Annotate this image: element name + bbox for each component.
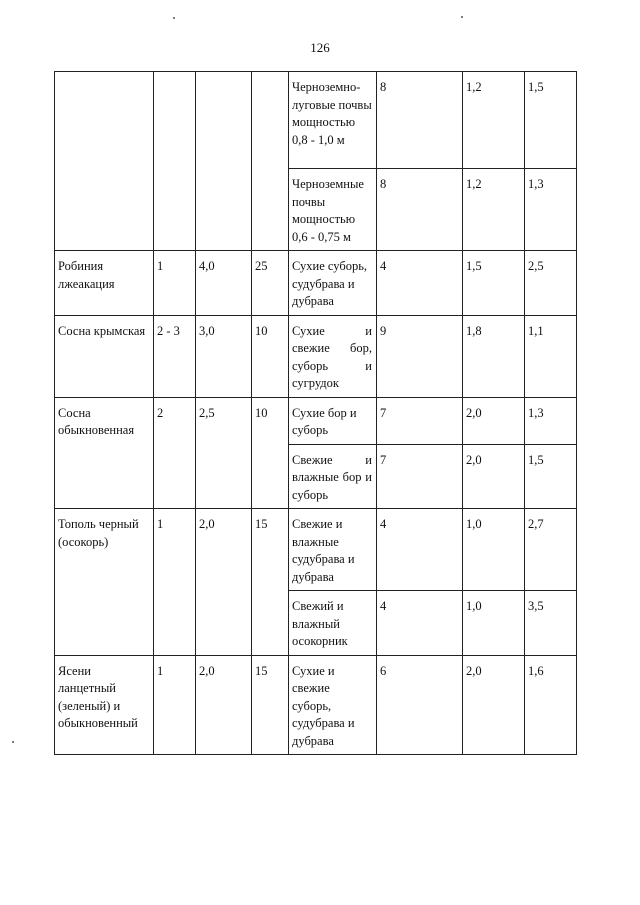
value-cell: 1,2 (463, 72, 525, 169)
value-cell: 1,3 (525, 397, 577, 444)
cell-col2: 1 (154, 509, 196, 656)
table-row (55, 72, 577, 169)
cell-col3: 3,0 (196, 315, 252, 397)
soil-cell: Сухие бор и суборь (289, 397, 377, 444)
cell-col4: 15 (252, 509, 289, 656)
value-cell: 8 (377, 169, 463, 251)
soil-cell: Сухие суборь, судубрава и дубрава (289, 251, 377, 316)
table-row (55, 655, 577, 755)
value-cell: 1,5 (525, 72, 577, 169)
cell-col4 (252, 72, 289, 251)
cell-col3: 2,0 (196, 655, 252, 755)
value-cell: 1,5 (525, 444, 577, 509)
value-cell: 2,0 (463, 444, 525, 509)
cell-col4: 10 (252, 315, 289, 397)
scan-speck (12, 741, 14, 743)
cell-col4: 10 (252, 397, 289, 509)
value-cell: 2,5 (525, 251, 577, 316)
value-cell: 7 (377, 444, 463, 509)
species-cell: Сосна крымская (55, 315, 154, 397)
value-cell: 4 (377, 591, 463, 656)
soil-cell: Сухие и свежие суборь, судубрава и дубрава (289, 655, 377, 755)
scan-speck (173, 17, 175, 19)
value-cell: 1,2 (463, 169, 525, 251)
value-cell: 9 (377, 315, 463, 397)
cell-col3: 2,0 (196, 509, 252, 656)
cell-col3: 4,0 (196, 251, 252, 316)
value-cell: 3,5 (525, 591, 577, 656)
cell-col2: 2 (154, 397, 196, 509)
species-cell: Ясени ланцетный (зеленый) и обыкновенный (55, 655, 154, 755)
cell-col4: 15 (252, 655, 289, 755)
page-number: 126 (310, 40, 330, 55)
species-cell (55, 72, 154, 251)
soil-cell: Черноземно-луговые почвы мощностью 0,8 - 1,0 м (289, 72, 377, 169)
cell-col2: 1 (154, 655, 196, 755)
soil-table (54, 71, 577, 755)
value-cell: 1,0 (463, 591, 525, 656)
value-cell: 4 (377, 509, 463, 591)
cell-col3 (196, 72, 252, 251)
species-cell: Тополь черный (осокорь) (55, 509, 154, 656)
cell-col2 (154, 72, 196, 251)
soil-cell: Сухие и свежие бор, суборь и сугрудок (289, 315, 377, 397)
value-cell: 2,7 (525, 509, 577, 591)
value-cell: 1,3 (525, 169, 577, 251)
value-cell: 1,1 (525, 315, 577, 397)
cell-col4: 25 (252, 251, 289, 316)
table-row (55, 509, 577, 591)
value-cell: 1,8 (463, 315, 525, 397)
cell-col3: 2,5 (196, 397, 252, 509)
soil-cell: Свежие и влажные судубрава и дубрава (289, 509, 377, 591)
value-cell: 8 (377, 72, 463, 169)
value-cell: 1,0 (463, 509, 525, 591)
table-row (55, 251, 577, 316)
cell-col2: 2 - 3 (154, 315, 196, 397)
value-cell: 6 (377, 655, 463, 755)
value-cell: 4 (377, 251, 463, 316)
value-cell: 2,0 (463, 397, 525, 444)
table-row (55, 315, 577, 397)
value-cell: 1,5 (463, 251, 525, 316)
scan-speck (461, 16, 463, 18)
soil-cell: Черноземные почвы мощностью 0,6 - 0,75 м (289, 169, 377, 251)
soil-cell: Свежие и влажные бор и суборь (289, 444, 377, 509)
species-cell: Робиния лжеакация (55, 251, 154, 316)
value-cell: 2,0 (463, 655, 525, 755)
value-cell: 1,6 (525, 655, 577, 755)
value-cell: 7 (377, 397, 463, 444)
soil-cell: Свежий и влажный осокорник (289, 591, 377, 656)
species-cell: Сосна обыкновенная (55, 397, 154, 509)
table-row (55, 397, 577, 444)
cell-col2: 1 (154, 251, 196, 316)
